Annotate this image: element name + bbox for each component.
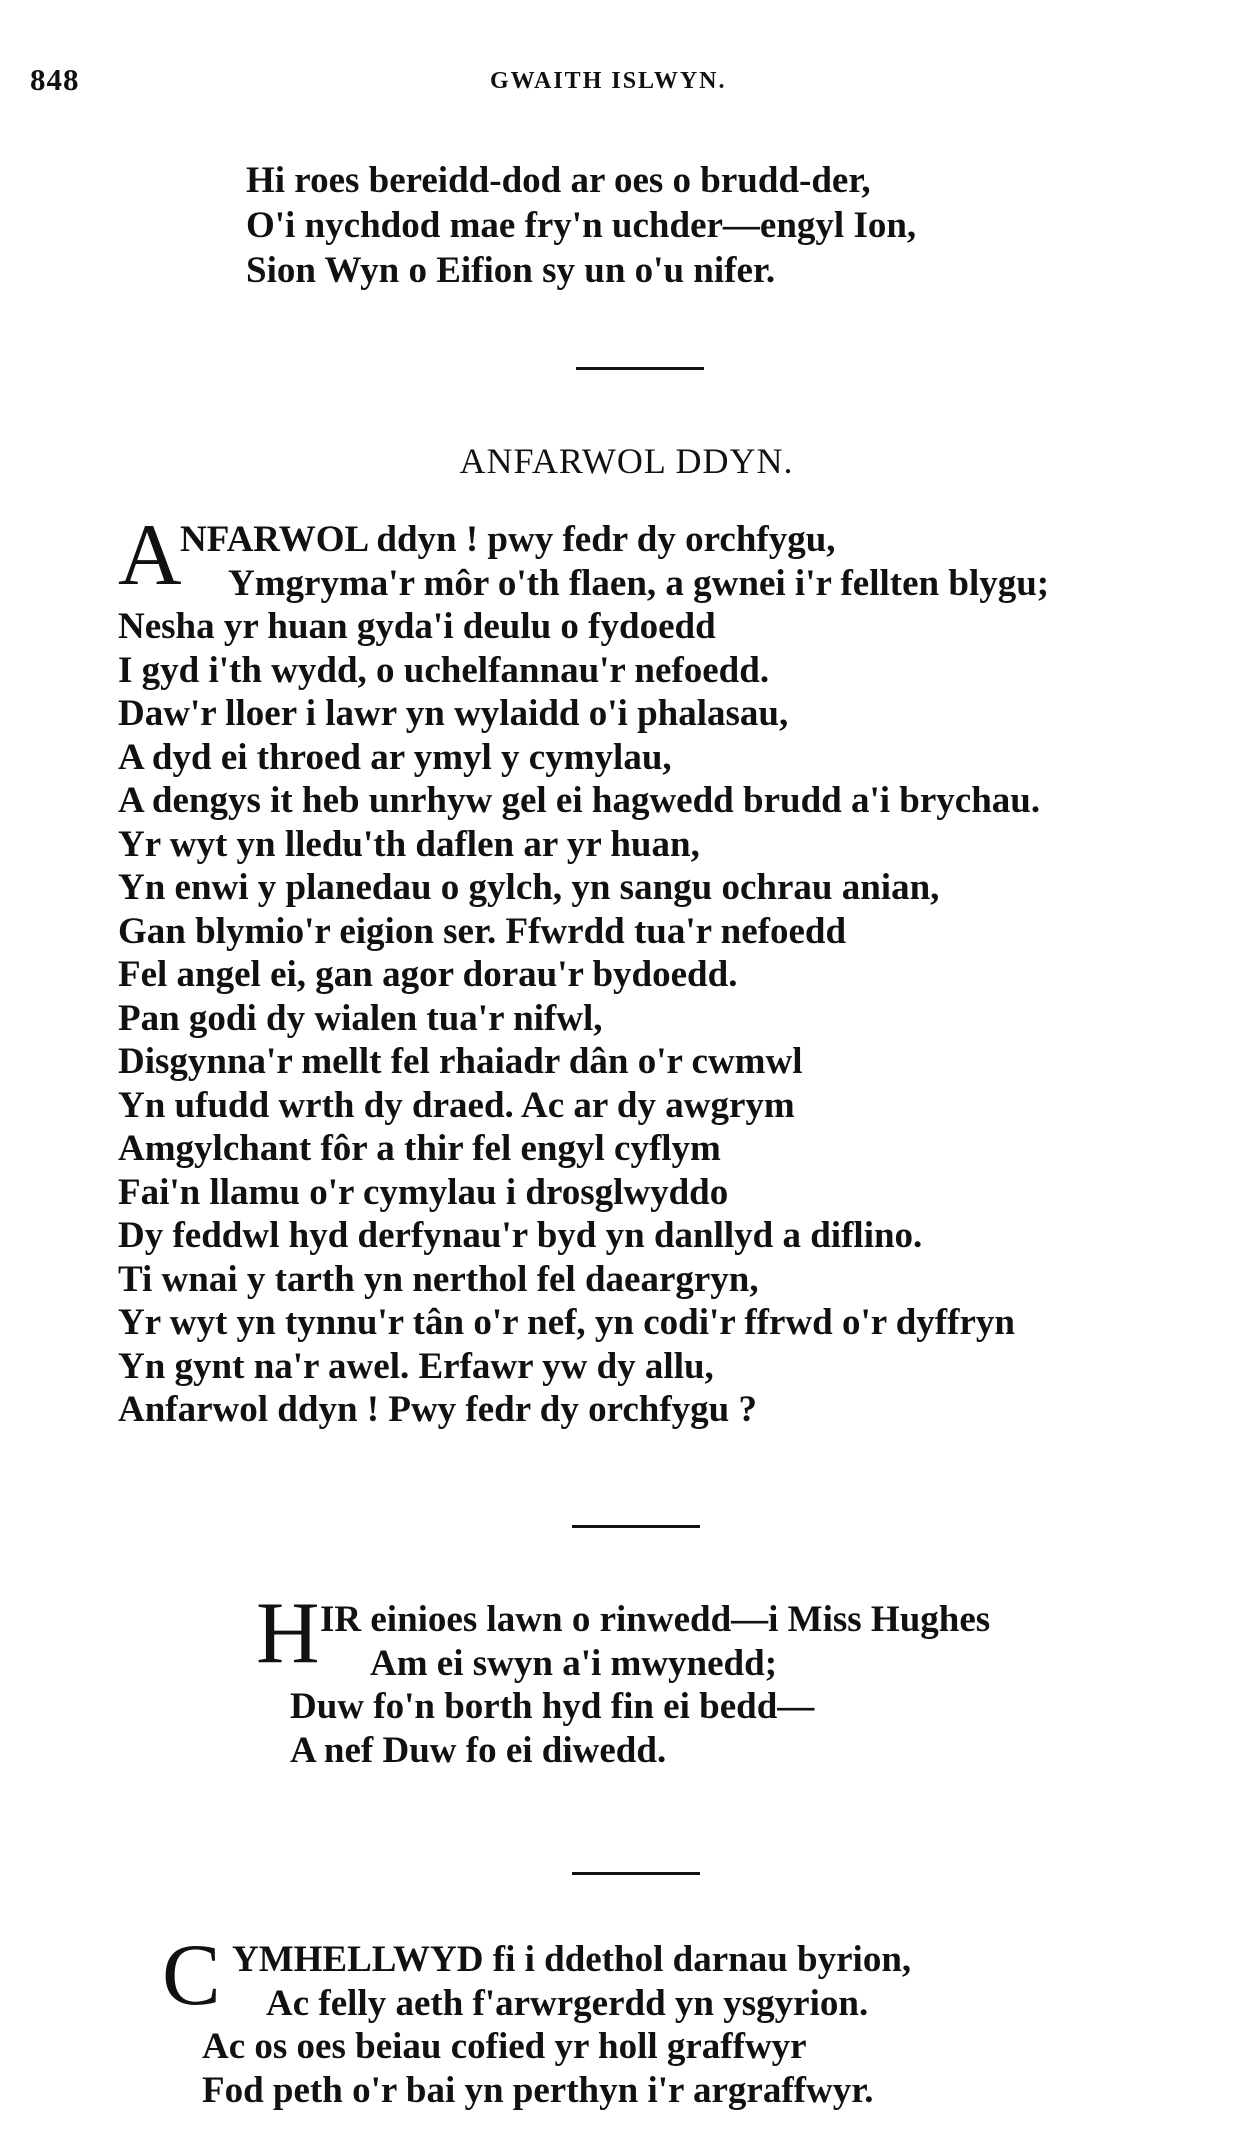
verse-line: Sion Wyn o Eifion sy un o'u nifer. [246,250,776,291]
poem-hir-body [256,1598,990,1772]
verse-line: IR einioes lawn o rinwedd—i Miss Hughes [320,1599,991,1640]
page-header [30,62,1220,102]
verse-line: Daw'r lloer i lawr yn wylaidd o'i phalasau, [118,693,789,734]
verse-line: Anfarwol ddyn ! Pwy fedr dy orchfygu ? [118,1389,757,1430]
verse-line: Amgylchant fôr a thir fel engyl cyflym [118,1128,721,1169]
verse-line: Gan blymio'r eigion ser. Ffwrdd tua'r nefoedd [118,910,847,952]
verse-line: Yr wyt yn lledu'th daflen ar yr huan, [118,823,700,865]
verse-line: Duw fo'n borth hyd fin ei bedd— [290,1686,815,1727]
verse-line: A dyd ei throed ar ymyl y cymylau, [118,736,672,778]
verse-line: Fod peth o'r bai yn perthyn i'r argraffwyr. [202,2069,874,2111]
verse-line: Pan godi dy wialen tua'r nifwl, [118,997,603,1039]
poem-cymhellwyd-body [162,1938,911,2112]
verse-line: Fel angel ei, gan agor dorau'r bydoedd. [118,954,738,995]
verse-line: A nef Duw fo ei diwedd. [290,1729,667,1771]
verse-line: Hi roes bereidd-dod ar oes o brudd-der, [246,160,871,201]
verse-line: Yr wyt yn tynnu'r tân o'r nef, yn codi'r ffrwd o'r dyffryn [118,1302,1015,1343]
verse-line: Fai'n llamu o'r cymylau i drosglwyddo [118,1171,729,1213]
verse-line: Disgynna'r mellt fel rhaiadr dân o'r cwmwl [118,1041,803,1082]
page-number: 848 [30,62,80,97]
verse-line: O'i nychdod mae fry'n uchder—engyl Ion, [246,205,917,246]
drop-cap: C [162,1927,221,2024]
verse-line: I gyd i'th wydd, o uchelfannau'r nefoedd. [118,649,770,691]
verse-line: Ac felly aeth f'arwrgerdd yn ysgyrion. [266,1982,869,2024]
drop-cap: H [256,1585,320,1682]
verse-line: Nesha yr huan gyda'i deulu o fydoedd [118,606,716,647]
poem-title: ANFARWOL DDYN. [459,441,794,481]
verse-line: Yn ufudd wrth dy draed. Ac ar dy awgrym [118,1084,795,1126]
verse-line: Yn enwi y planedau o gylch, yn sangu ochrau anian, [118,867,940,908]
verse-line: Ti wnai y tarth yn nerthol fel daeargryn, [118,1258,759,1300]
verse-line: NFARWOL ddyn ! pwy fedr dy orchfygu, [180,519,836,560]
running-title: GWAITH ISLWYN. [490,68,727,94]
drop-cap: A [118,507,182,604]
verse-line: Dy feddwl hyd derfynau'r byd yn danllyd a diflino. [118,1215,923,1256]
verse-line: YMHELLWYD fi i ddethol darnau byrion, [232,1939,912,1980]
verse-line: Ac os oes beiau cofied yr holl graffwyr [202,2026,807,2067]
verse-line: Ymgryma'r môr o'th flaen, a gwnei i'r fellten blygu; [228,562,1050,604]
section-divider [572,1525,700,1528]
section-divider [572,1872,700,1875]
verse-line: Am ei swyn a'i mwynedd; [370,1642,778,1684]
section-divider [576,367,704,370]
verse-line: Yn gynt na'r awel. Erfawr yw dy allu, [118,1345,714,1387]
verse-line: A dengys it heb unrhyw gel ei hagwedd brudd a'i brychau. [118,780,1041,821]
poem-anfarwol-body [118,518,1049,1432]
opening-stanza [246,158,916,293]
